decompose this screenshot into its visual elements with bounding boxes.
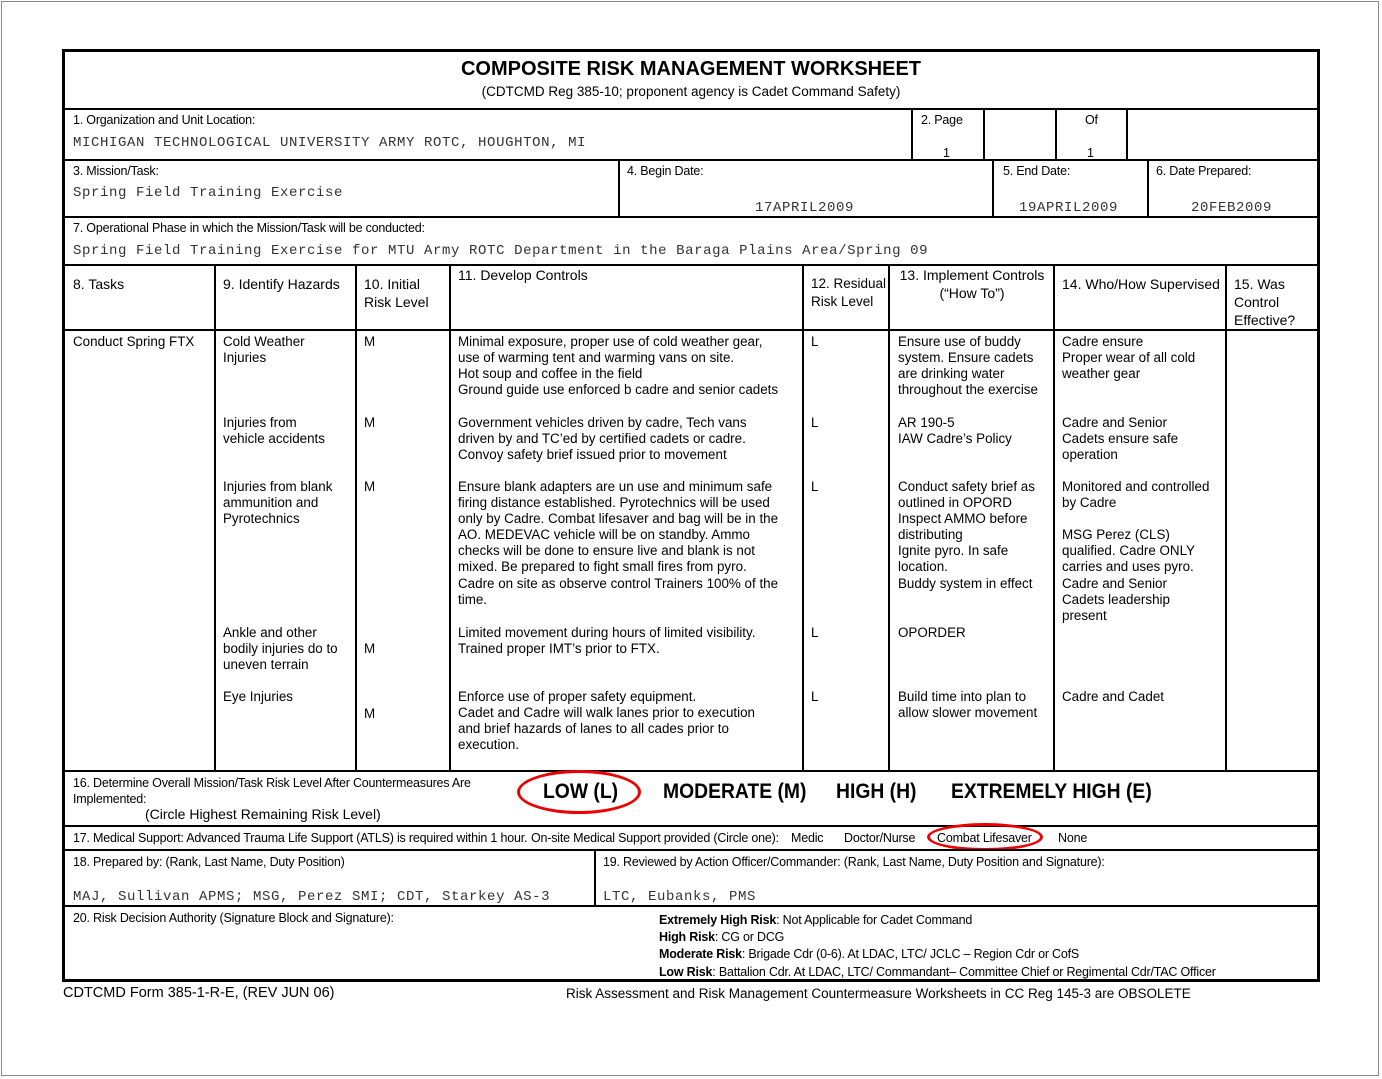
form-title: COMPOSITE RISK MANAGEMENT WORKSHEET [460,58,921,80]
divider [802,264,804,771]
hazard-cell: Injuries from blank ammunition and Pyrotechnics [223,479,333,527]
authority-level [659,913,972,927]
residual-risk-cell: L [811,479,819,494]
authority-level [659,947,1079,961]
controls-cell: Enforce use of proper safety equipment. Cadet and Cadre will walk lanes prior to execution and brief hazards of lanes to all cades prior to execution. [458,689,755,753]
of-value: 1 [1087,146,1094,160]
initial-risk-cell: M [364,479,376,494]
obsolete-note: Risk Assessment and Risk Management Countermeasure Worksheets in CC Reg 145-3 are OBSOLETE [566,986,1191,1001]
doctor-option[interactable]: Doctor/Nurse [844,831,916,845]
authority-level-name: Moderate Risk [659,947,742,961]
residual-risk-cell: L [811,334,819,349]
medic-option[interactable]: Medic [791,831,824,845]
form-number: CDTCMD Form 385-1-R-E, (REV JUN 06) [63,985,335,1001]
implement-cell: OPORDER [898,625,966,640]
divider [65,216,1317,218]
task-value: Conduct Spring FTX [73,334,195,349]
selected-medical-circle [927,823,1043,851]
authority-level-desc: : CG or DCG [714,930,785,944]
divider [911,108,913,160]
phase-value: Spring Field Training Exercise for MTU Army ROTC Department in the Baraga Plains Area/Spring 09 [73,243,929,259]
implement-cell: Conduct safety brief as outlined in OPORD Inspect AMMO before distributing Ignite pyro. In safe location. Buddy system in effect [898,479,1035,591]
divider [355,264,357,771]
date-prepared-label: 6. Date Prepared: [1156,164,1252,178]
authority-level-name: High Risk [659,930,715,944]
risk-low-option[interactable]: LOW (L) [543,780,619,803]
begin-date-value: 17APRIL2009 [755,200,855,216]
date-prepared-value: 20FEB2009 [1191,200,1273,216]
controls-cell: Limited movement during hours of limited visibility. Trained proper IMT’s prior to FTX. [458,625,756,657]
authority-level-name: Low Risk [659,965,713,979]
org-value: MICHIGAN TECHNOLOGICAL UNIVERSITY ARMY ROTC, HOUGHTON, MI [73,135,587,151]
reviewed-by-value: LTC, Eubanks, PMS [603,889,757,905]
residual-risk-cell: L [811,689,819,704]
hazard-cell: Ankle and other bodily injuries do to uneven terrain [223,625,338,673]
divider [1147,159,1149,217]
onsite-label: On-site Medical Support provided (Circle one): [531,831,779,845]
header-controls: 11. Develop Controls [458,267,588,283]
initial-risk-cell: M [364,641,376,656]
divider [214,264,216,771]
overall-risk-label: 16. Determine Overall Mission/Task Risk Level After Countermeasures Are Implemented: [73,776,471,806]
authority-level-desc: : Not Applicable for Cadet Command [776,913,973,927]
initial-risk-cell: M [364,334,376,349]
mission-label: 3. Mission/Task: [73,164,159,178]
of-label: Of [1085,113,1098,127]
controls-cell: Ensure blank adapters are un use and minimum safe firing distance established. Pyrotechnics will be used only by Cadre. Combat lifesaver and bag will be in the AO. MEDEVAC vehicle will be on standby. Ammo checks will be done to ensure live and blank is not mixed. Be prepared to fight small fires from pyro. Cadre on site as observe control Trainers 100% of the time. [458,479,779,607]
risk-extreme-option[interactable]: EXTREMELY HIGH (E) [951,780,1152,803]
page-value: 1 [943,146,950,160]
divider [594,849,596,905]
authority-label: 20. Risk Decision Authority (Signature Block and Signature): [73,911,394,925]
risk-high-option[interactable]: HIGH (H) [836,780,917,803]
hazard-cell: Injuries from vehicle accidents [223,415,325,447]
phase-label: 7. Operational Phase in which the Mission/Task will be conducted: [73,221,425,235]
implement-cell: Build time into plan to allow slower movement [898,689,1038,721]
authority-level-desc: : Brigade Cdr (0-6). At LDAC, LTC/ JCLC – Region Cdr or CofS [741,947,1080,961]
implement-cell: Ensure use of buddy system. Ensure cadets are drinking water throughout the exercise [898,334,1038,398]
prepared-by-value: MAJ, Sullivan APMS; MSG, Perez SMI; CDT, Starkey AS-3 [73,889,551,905]
divider [888,264,890,771]
divider [65,825,1317,827]
none-option[interactable]: None [1058,831,1088,845]
form-subtitle: (CDTCMD Reg 385-10; proponent agency is Cadet Command Safety) [481,84,901,99]
divider [983,108,985,160]
authority-level-desc: : Battalion Cdr. At LDAC, LTC/ Commandant– Committee Chief or Regimental Cdr/TAC Officer [712,965,1216,979]
medical-support-label: 17. Medical Support: Advanced Trauma Life Support (ATLS) is required within 1 hour. [73,831,528,845]
residual-risk-cell: L [811,415,819,430]
divider [65,264,1317,266]
hazard-cell: Eye Injuries [223,689,293,704]
risk-moderate-option[interactable]: MODERATE (M) [663,780,807,803]
header-residual-risk: 12. Residual Risk Level [811,276,887,309]
divider [65,329,1317,331]
end-date-label: 5. End Date: [1003,164,1071,178]
authority-level-name: Extremely High Risk [659,913,777,927]
divider [618,159,620,217]
hazard-cell: Cold Weather Injuries [223,334,305,366]
mission-value: Spring Field Training Exercise [73,185,344,201]
divider [1225,264,1227,771]
combat-lifesaver-option[interactable]: Combat Lifesaver [937,831,1032,845]
selected-risk-circle [517,770,641,814]
divider [1126,108,1128,160]
supervised-cell: Monitored and controlled by Cadre MSG Perez (CLS) qualified. Cadre ONLY carries and uses pyro. Cadre and Senior Cadets leadership present [1062,479,1210,623]
divider [65,159,1317,161]
supervised-cell: Cadre and Cadet [1062,689,1164,704]
overall-risk-sublabel: (Circle Highest Remaining Risk Level) [145,806,381,822]
divider [1055,108,1057,160]
header-initial-risk: 10. Initial Risk Level [364,276,429,310]
header-implement: 13. Implement Controls (“How To”) [899,267,1045,301]
implement-cell: AR 190-5 IAW Cadre’s Policy [898,415,1012,447]
end-date-value: 19APRIL2009 [1019,200,1119,216]
controls-cell: Minimal exposure, proper use of cold weather gear, use of warming tent and warming vans on site. Hot soup and coffee in the field Ground guide use enforced b cadre and senior cadets [458,334,779,398]
divider [1053,264,1055,771]
prepared-by-label: 18. Prepared by: (Rank, Last Name, Duty Position) [73,855,345,869]
authority-level [659,965,1216,979]
divider [65,905,1317,907]
page-label: 2. Page [921,113,963,127]
divider [992,159,994,217]
residual-risk-cell: L [811,625,819,640]
header-supervised: 14. Who/How Supervised [1062,276,1220,292]
worksheet-form [62,49,1320,982]
divider [65,108,1317,110]
divider [65,770,1317,772]
reviewed-by-label: 19. Reviewed by Action Officer/Commander: (Rank, Last Name, Duty Position and Signature): [603,855,1105,869]
header-effective: 15. Was Control Effective? [1234,276,1296,328]
divider [449,264,451,771]
initial-risk-cell: M [364,706,376,721]
supervised-cell: Cadre ensure Proper wear of all cold weather gear [1062,334,1196,382]
authority-level [659,930,784,944]
divider [65,849,1317,851]
supervised-cell: Cadre and Senior Cadets ensure safe operation [1062,415,1179,463]
begin-date-label: 4. Begin Date: [627,164,704,178]
header-hazards: 9. Identify Hazards [223,276,340,292]
controls-cell: Government vehicles driven by cadre, Tech vans driven by and TC’ed by certified cadets or cadre. Convoy safety brief issued prior to movement [458,415,747,463]
initial-risk-cell: M [364,415,376,430]
header-tasks: 8. Tasks [73,276,125,292]
org-label: 1. Organization and Unit Location: [73,113,256,127]
